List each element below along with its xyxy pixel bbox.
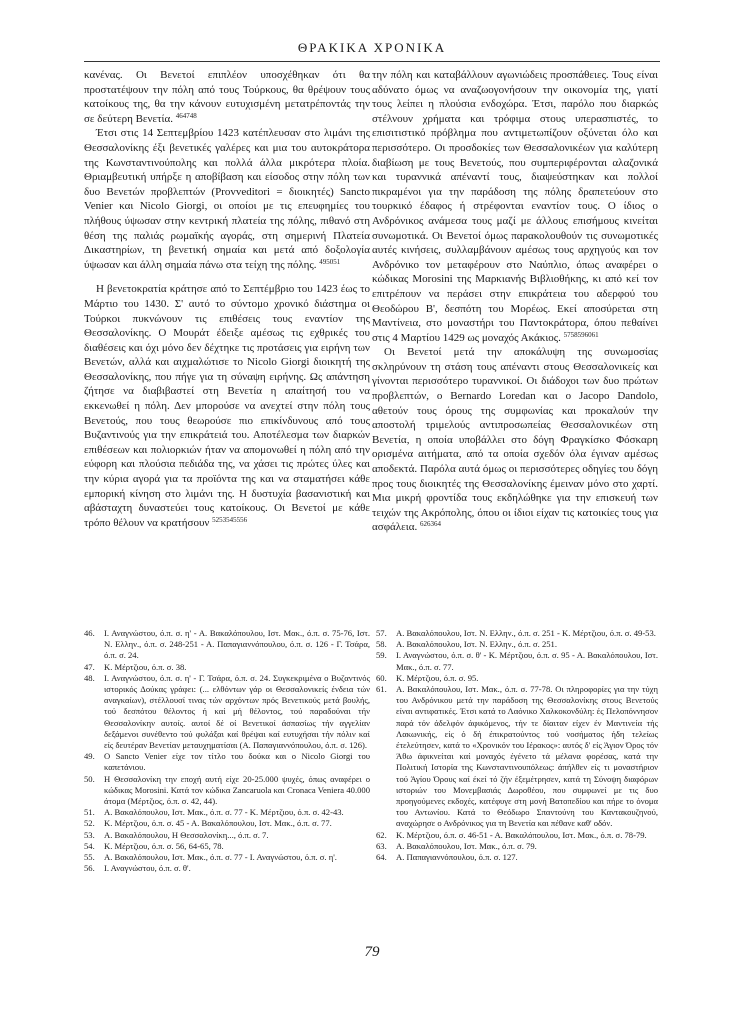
footnote-number: 47. — [84, 661, 95, 672]
footnote-number: 50. — [84, 773, 95, 784]
footnote-text: Α. Βακαλόπουλου, Η Θεσσαλονίκη..., ό.π. σ. 7. — [104, 829, 269, 840]
footnotes-right — [376, 628, 658, 863]
footnote-text: Ι. Αναγνώστου, ό.π. σ. θ' - Κ. Μέρτζιου, ό.π. σ. 95 - Α. Βακαλόπουλου, Ιστ. Μακ., ό.π. σ. 77. — [396, 650, 658, 672]
footnote — [84, 830, 370, 841]
footnote-text: Κ. Μέρτζιου, ό.π. σ. 45 - Α. Βακαλόπουλου, Ιστ. Μακ., ό.π. σ. 77. — [104, 818, 332, 829]
footnote-number: 60. — [376, 672, 387, 683]
footnote-ref: 47 — [182, 111, 190, 120]
footnote-number: 59. — [376, 650, 387, 661]
footnote-number: 57. — [376, 628, 387, 638]
footnote-text: Α. Βακαλόπουλου, Ιστ. Ν. Ελλην., ό.π. σ. 251. — [396, 639, 557, 650]
footnote-text: Α. Βακαλόπουλου, Ιστ. Μακ., ό.π. σ. 77-78. Οι πληροφορίες για την τύχη του Ανδρόνικου μετά την παράδοση της Θεσσαλονίκης στους Βενετούς είναι αντιφατικές. Έτσι κατά το Λαόνικο Χαλκοκονδύλη: ές Πελοπόννησον παρά τόν άδελφόν άφικόμενος, τήν τε δίαιταν είχεν έν Μαντινεία τής Λακωνικής, είς ό δή έπικρατούντος τού νοσήματος ήδη τελείως έτελεύτησεν, κατά το «Χρονικόν του Ιέρακος»: αυτός δ' είς Άγιον Όρος τόν Άθω άφικνείται καί μοναχός έγένετο τά μέλανα φορέσας, κατά την Πολιτική Ιστορία της Κωνσταντινουπόλεως: άπήλθεν είς τι μοναστήριον τού Άγίου Όρους καί έκεί τό ζήν έξεμέτρησεν, κατά τη Σύνοψη διαφόρων ιστοριών του Μονεμβασιάς Δωροθέου, που συμφωνεί με τις δυο προηγούμενες εκδοχές, κατέφυγε στη μονή Βατοπεδίου και πήρε το όνομα του Αντωνίου. Κατά το Θεόδωρο Σπαντούνη του Καντακουζηνού, αναχώρησε ο Ανδρόνικος για τη Βενετία και πέθανε καθ' οδόν. — [396, 684, 658, 829]
footnote-ref: 49 — [319, 257, 327, 266]
footnote-ref: 59 — [577, 330, 585, 339]
footnote-ref: 57 — [563, 330, 571, 339]
header-rule — [84, 61, 660, 62]
footnote-ref: 64 — [433, 520, 441, 529]
footnote-text: Ι. Αναγνώστου, ό.π. σ. θ'. — [104, 863, 191, 874]
footnote-text: Α. Βακαλόπουλου, Ιστ. Μακ., ό.π. σ. 79. — [396, 840, 537, 851]
footnote-ref: 60 — [584, 330, 592, 339]
paragraph-text: Η βενετοκρατία κράτησε από το Σεπτέμβριο του 1423 έως το Μάρτιο του 1430. Σ' αυτό το σύντομο χρονικό διάστημα οι Τούρκοι πυκνώνουν τις επιθέσεις τους εναντίον της Θεσσαλονίκης. Ο Μουράτ έδειξε αμέσως τις εχθρικές του διαθέσεις και όχι μόνο δεν δέχτηκε τις προτάσεις για ειρήνη των Βενετών, αλλά και αιχμαλώτισε το Nicolo Giorgi διοικητή της Θεσσαλονίκης, που πήγε για τη σύναψη ειρήνης. Ως απάντηση ζήτησε να διαβιβαστεί στη Βενετία η απαίτησή του να εκκενωθεί η πόλη. Δεν μπορούσε να ανεχτεί στην πόλη τους Βενετούς, που τους θεωρούσε πιο επικίνδυνους από τους Βυζαντινούς για την επικράτειά του. Αποτέλεσμα των διαρκών επιθέσεων και πολιορκιών ήταν να απομονωθεί η πόλη από την εύφορη και πλούσια πεδιάδα της, να χάσει τις πρώτες ύλες και την κύρια αγορά για τα προϊόντα της και να σταματήσει κάθε εμπορική κίνηση στο λιμάνι της. Η δυστυχία βασανιστική και αβάσταχτη δυναστεύει τους κατοίκους. Οι Βενετοί με κάθε τρόπο θέλουν να κρατήσουν — [84, 283, 370, 529]
footnote-number: 58. — [376, 639, 387, 650]
footnote — [376, 841, 658, 852]
footnote-text: Ι. Αναγνώστου, ό.π. σ. η' - Γ. Τσάρα, ό.π. σ. 24. Συγκεκριμένα ο Βυζαντινός ιστορικός Δούκας γράφει: (... ελθόντων γάρ οι Θεσσαλονικείς ένδεια τών αναγκαίων), στέλλουσί τινας τών αρχόντων πρός Βενετικούς μετά βουλής, τού δεσπότου θέλοντος ή καί μή θέλοντος, τού παραδούναι τήν Θεσσαλονίκην αυτοίς. αυτοί δέ οί Βενετικοί άσπασίως τήν αγγελίαν δεξάμενοι συνέθεντο τού φυλάξαι καί θρέψαι καί ευτυχήσαι τήν πόλιν καί είς δευτέραν Βενετίαν μεταυχηματίσαι (Α. Παπαγιαννόπουλου, ό.π. σ. 126). — [104, 672, 370, 751]
paragraph — [84, 282, 370, 530]
footnote-number: 56. — [84, 863, 95, 874]
footnote-ref: 61 — [591, 330, 599, 339]
footnote-ref: 58 — [570, 330, 578, 339]
footnote — [84, 662, 370, 673]
footnote-text: Α. Βακαλόπουλου, Ιστ. Μακ., ό.π. σ. 77 - Κ. Μέρτζιου, ό.π. σ. 42-43. — [104, 807, 344, 818]
footnote-text: Κ. Μέρτζιου, ό.π. σ. 38. — [104, 661, 187, 672]
footnote-ref: 55 — [233, 515, 241, 524]
paragraph-text: Οι Βενετοί μετά την αποκάλυψη της συνωμοσίας σκληρύνουν τη στάση τους απέναντι στους Θεσσαλονικείς και γίνονται περισσότερο τυραννικοί. Οι διάδοχοι των δυο πρώτων προβλεπτών, ο Bernardo Loredan και ο Jacopo Dandolo, αθετούν τους όρους της συμφωνίας και προκαλούν την αποστολή τριμελούς αντιπροσωπείας Θεσσαλονικέων στη Βενετία, η οποία υποβάλλει στο δόγη Φραγκίσκο Φόσκαρη ορισμένα αιτήματα, από τα οποία σχεδόν όλα έγιναν αμέσως αποδεκτά. Παρόλα αυτά όμως οι περισσότερες οδηγίες του δόγη προς τους διοικητές της Θεσσαλονίκης έμειναν μόνο στο χαρτί. Μια μικρή φροντίδα τους εκδηλώθηκε για την επισκευή των τειχών της Ακρόπολης, όπου οι ίδιοι είχαν τις κατοικίες τους για ασφάλεια. — [372, 346, 658, 534]
paragraph — [84, 126, 370, 272]
paragraph — [372, 345, 658, 535]
footnote-ref: 51 — [333, 257, 341, 266]
footnote-ref: 46 — [175, 111, 183, 120]
footnote-text: Α. Βακαλόπουλου, Ιστ. Μακ., ό.π. σ. 77 - Ι. Αναγνώστου, ό.π. σ. η'. — [104, 852, 337, 863]
footnote-ref: 52 — [212, 515, 220, 524]
footnote — [376, 852, 658, 863]
footnote-ref: 62 — [419, 520, 427, 529]
footnote-number: 48. — [84, 672, 95, 683]
footnote-number: 64. — [376, 852, 387, 863]
footnote — [84, 628, 370, 662]
footnote-number: 62. — [376, 829, 387, 840]
paragraph — [372, 68, 658, 345]
footnote-text: Α. Παπαγιαννόπουλου, ό.π. σ. 127. — [396, 852, 518, 863]
footnote-ref: 50 — [326, 257, 334, 266]
footnote-text: Κ. Μέρτζιου, ό.π. σ. 56, 64-65, 78. — [104, 840, 224, 851]
footnote — [84, 818, 370, 829]
footnote-number: 46. — [84, 628, 95, 638]
footnote-ref: 54 — [226, 515, 234, 524]
right-text-column — [372, 68, 658, 535]
footnote-ref: 53 — [219, 515, 227, 524]
running-header: ΘΡΑΚΙΚΑ ΧΡΟΝΙΚΑ — [297, 40, 447, 55]
footnote-text: Ο Sancto Venier είχε τον τίτλο του δούκα και ο Nicolo Giorgi του καπετάνιου. — [104, 751, 370, 773]
footnote-ref: 48 — [189, 111, 197, 120]
footnote-number: 54. — [84, 840, 95, 851]
footnote-ref: 56 — [240, 515, 248, 524]
footnote-text: Ι. Αναγνώστου, ό.π. σ. η' - Α. Βακαλόπουλου, Ιστ. Μακ., ό.π. σ. 75-76, Ιστ. Ν. Ελλην., ό.π. σ. 248-251 - Α. Παπαγιαννόπουλου, ό.π. σ. 126 - Γ. Τσάρα, ό.π. σ. 24. — [104, 628, 370, 661]
paragraph-text: την πόλη και καταβάλλουν αγωνιώδεις προσπάθειες. Τους είναι αδύνατο όμως να αναζωογονήσουν την οικονομία της, γιατί τους λείπει η πλούσια ενδοχώρα. Έτσι, παρόλο που διαρκώς στέλνουν χρήματα και τρόφιμα στους υπερασπιστές, το επισιτιστικό πρόβλημα που αντιμετωπίζουν οξύνεται όλο και περισσότερο. Οι προσδοκίες των Θεσσαλονικέων για καλύτερη διαβίωση με τους Βενετούς, που συμπεριφέρονται αλαζονικά και τυραννικά απέναντί τους, διαψεύστηκαν και πολλοί πικραμένοι για την παράδοση της πόλης δραπετεύουν στο τουρκικό έδαφος ή στρέφονται εναντίον τους. Ο ίδιος ο Ανδρόνικος ανάμεσα τους μαζί με άλλους επισήμους κινείται συνωμοτικά. Οι Βενετοί όμως παρακολουθούν τις συνωμοτικές αυτές κινήσεις, συλλαμβάνουν αμέσως τους αρχηγούς και τον Ανδρόνικο τον μεταφέρουν στο Ναύπλιο, όπως αναφέρει ο κώδικας Morosini της Μαρκιανής Βιβλιοθήκης, κι από κεί τον επιτρέπουν να περάσει στην επικράτεια του αδερφού του Θεοδώρου Β', δεσπότη του Μορέως. Εκεί αποσύρεται στη Μαντίνεια, στο μοναστήρι του Παντοκράτορα, όπου πεθαίνει στις 4 Μαρτίου 1429 ως μοναχός Ακάκιος. — [372, 69, 658, 344]
footnote-text: Η Θεσσαλονίκη την εποχή αυτή είχε 20-25.000 ψυχές, όπως αναφέρει ο κώδικας Morosini. Κατά τον κώδικα Zancaruola και Cronaca Veniera 40.000 άτομα (Μέρτζιος, ό.π. σ. 42, 44). — [104, 773, 370, 807]
footnote-text: Κ. Μέρτζιου, ό.π. σ. 95. — [396, 672, 479, 683]
footnote-text: Κ. Μέρτζιου, ό.π. σ. 46-51 - Α. Βακαλόπουλου, Ιστ. Μακ., ό.π. σ. 78-79. — [396, 829, 647, 840]
footnote-number: 63. — [376, 840, 387, 851]
paragraph-text: Έτσι στις 14 Σεπτεμβρίου 1423 κατέπλευσαν στο λιμάνι της Θεσσαλονίκης έξι βενετικές γαλέρες και μια του αυτοκράτορα της Κωνσταντινούπολης και πολλά άλλα μικρότερα πλοία. Θριαμβευτική υπήρξε η αποβίβαση και είσοδος στην πόλη των δυο Βενετών προβλεπτών (Provveditori = διοικητές) Sancto Venier και Nicolo Giorgi, οι οποίοι με τις επευφημίες του πλήθους ύψωσαν στην κεντρική πλατεία της πόλης, πιθανό στη θέση της παλιάς ρωμαϊκής αγοράς, στη σημερινή Πλατεία Δικαστηρίων, τη βενετική σημαία και μετά από δοξολογία ύψωσαν και άλλη σημαία πάνω στα τείχη της πόλης. — [84, 127, 370, 271]
footnote-number: 49. — [84, 751, 95, 762]
footnote-number: 53. — [84, 829, 95, 840]
footnote — [84, 852, 370, 863]
footnote — [84, 751, 370, 773]
footnote — [84, 863, 370, 874]
footnote — [84, 774, 370, 808]
footnote — [84, 841, 370, 852]
footnote — [84, 673, 370, 751]
footnote — [376, 684, 658, 830]
footnote-ref: 63 — [426, 520, 434, 529]
footnote-number: 61. — [376, 684, 387, 695]
page-number: 79 — [364, 944, 380, 960]
footnote-number: 51. — [84, 807, 95, 818]
footnote-number: 52. — [84, 818, 95, 829]
footnote — [376, 830, 658, 841]
footnote — [84, 807, 370, 818]
footnote — [376, 673, 658, 684]
footnote — [376, 650, 658, 672]
paragraph — [84, 68, 370, 126]
footnote — [376, 628, 658, 639]
footnote-number: 55. — [84, 852, 95, 863]
paragraph-text: κανένας. Οι Βενετοί επιπλέον υποσχέθηκαν ότι θα προστατέψουν την πόλη από τους Τούρκους, θα θρέψουν τους κατοίκους της, θα την κάνουν ευτυχισμένη μετατρέποντάς την σε δεύτερη Βενετία. — [84, 69, 370, 125]
footnote — [376, 639, 658, 650]
left-text-column — [84, 68, 370, 530]
footnote-text: Α. Βακαλόπουλου, Ιστ. Ν. Ελλην., ό.π. σ. 251 - Κ. Μέρτζιου, ό.π. σ. 49-53. — [396, 628, 656, 638]
footnotes-left — [84, 628, 370, 874]
